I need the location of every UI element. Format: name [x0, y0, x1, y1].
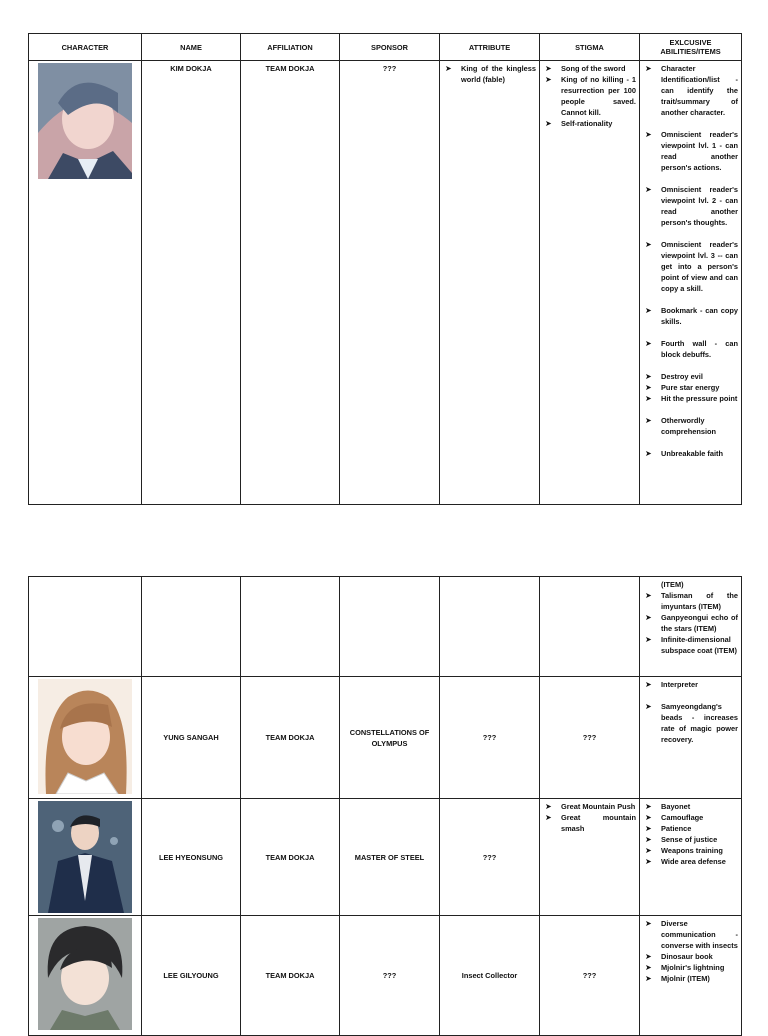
portrait-cell — [29, 916, 142, 1036]
list-item: ➤ Otherwordly comprehension — [645, 416, 717, 436]
empty-cell — [142, 577, 241, 677]
list-item: ➤ Weapons training — [645, 846, 723, 855]
arrowhead-bullet-icon: ➤ — [645, 974, 652, 983]
stigma-cell — [540, 799, 640, 916]
list-item: ➤ Ganpyeongui echo of the stars (ITEM) — [645, 613, 738, 633]
affiliation-cell: TEAM DOKJA — [241, 916, 340, 1036]
portrait-cell — [29, 799, 142, 916]
stigma-cell: ??? — [540, 916, 640, 1036]
sponsor-cell: MASTER OF STEEL — [340, 799, 440, 916]
exclusive-cell — [640, 799, 742, 916]
header-name: NAME — [142, 34, 241, 61]
table-row — [29, 61, 742, 505]
lee-hyeonsung-portrait-image — [38, 801, 132, 913]
table-row — [29, 916, 742, 1036]
arrowhead-bullet-icon: ➤ — [645, 64, 652, 73]
attribute-cell: Insect Collector — [440, 916, 540, 1036]
list-item: ➤ Bookmark - can copy skills. — [645, 306, 738, 326]
name-cell: LEE GILYOUNG — [142, 916, 241, 1036]
list-item: ➤ Talisman of the imyuntars (ITEM) — [645, 591, 738, 611]
arrowhead-bullet-icon: ➤ — [645, 339, 652, 348]
header-attribute: ATTRIBUTE — [440, 34, 540, 61]
arrowhead-bullet-icon: ➤ — [545, 75, 552, 84]
sponsor-cell: ??? — [340, 61, 440, 505]
list-item: ➤ King of no killing - 1 resurrection per 100 people saved. Cannot kill. — [545, 75, 636, 117]
arrowhead-bullet-icon: ➤ — [645, 680, 652, 689]
list-item: ➤ Pure star energy — [645, 383, 720, 392]
arrowhead-bullet-icon: ➤ — [645, 813, 652, 822]
attribute-cell: ??? — [440, 677, 540, 799]
list-item: ➤ Great mountain smash — [545, 813, 636, 833]
arrowhead-bullet-icon: ➤ — [645, 591, 652, 600]
empty-cell — [241, 577, 340, 677]
arrowhead-bullet-icon: ➤ — [645, 185, 652, 194]
table-row — [29, 799, 742, 916]
sponsor-cell: CONSTELLATIONS OF OLYMPUS — [340, 677, 440, 799]
arrowhead-bullet-icon: ➤ — [545, 813, 552, 822]
exclusive-cell — [640, 677, 742, 799]
character-table-1 — [28, 33, 742, 505]
stigma-cell: ??? — [540, 677, 640, 799]
header-row — [29, 34, 742, 61]
list-item: ➤ Camouflage — [645, 813, 704, 822]
list-item: ➤ Diverse communication - converse with insects — [645, 919, 738, 950]
arrowhead-bullet-icon: ➤ — [645, 383, 652, 392]
arrowhead-bullet-icon: ➤ — [645, 963, 652, 972]
list-item: ➤ Hit the pressure point — [645, 394, 738, 403]
stigma-cell — [540, 61, 640, 505]
list-item: ➤ Infinite-dimensional subspace coat (ITEM) — [645, 635, 737, 655]
arrowhead-bullet-icon: ➤ — [645, 919, 652, 928]
list-item: ➤ King of the kingless world (fable) — [445, 64, 536, 84]
list-item: ➤ Omniscient reader's viewpoint lvl. 3 -- can get into a person's point of view and can copy a skill. — [645, 240, 738, 293]
empty-cell — [29, 577, 142, 677]
header-sponsor: SPONSOR — [340, 34, 440, 61]
list-item: ➤ Omniscient reader's viewpoint lvl. 2 - can read another person's thoughts. — [645, 185, 738, 227]
arrowhead-bullet-icon: ➤ — [645, 635, 652, 644]
continuation-lead: (ITEM) — [661, 580, 684, 589]
arrowhead-bullet-icon: ➤ — [645, 802, 652, 811]
arrowhead-bullet-icon: ➤ — [645, 449, 652, 458]
list-item: ➤ Unbreakable faith — [645, 449, 724, 458]
list-item: ➤ Self-rationality — [545, 119, 613, 128]
exclusive-cell — [640, 61, 742, 505]
arrowhead-bullet-icon: ➤ — [545, 119, 552, 128]
list-item: ➤ Song of the sword — [545, 64, 626, 73]
list-item: ➤ Character Identification/list - can identify the trait/summary of another character. — [645, 64, 738, 117]
list-item: ➤ Destroy evil — [645, 372, 703, 381]
arrowhead-bullet-icon: ➤ — [645, 306, 652, 315]
portrait-cell — [29, 61, 142, 505]
list-item: ➤ Mjolnir's lightning — [645, 963, 725, 972]
exclusive-cell — [640, 916, 742, 1036]
portrait-cell — [29, 677, 142, 799]
arrowhead-bullet-icon: ➤ — [645, 824, 652, 833]
arrowhead-bullet-icon: ➤ — [545, 64, 552, 73]
header-affiliation: AFFILIATION — [241, 34, 340, 61]
list-item: ➤ Wide area defense — [645, 857, 726, 866]
name-cell: YUNG SANGAH — [142, 677, 241, 799]
list-item: ➤ Interpreter — [645, 680, 698, 689]
yung-sangah-portrait-image — [38, 679, 132, 794]
list-item: ➤ Omniscient reader's viewpoint lvl. 1 - can read another person's actions. — [645, 130, 738, 172]
list-item: ➤ Sense of justice — [645, 835, 718, 844]
empty-cell — [540, 577, 640, 677]
arrowhead-bullet-icon: ➤ — [645, 835, 652, 844]
character-table-2 — [28, 576, 742, 1036]
name-cell: KIM DOKJA — [142, 61, 241, 505]
arrowhead-bullet-icon: ➤ — [645, 702, 652, 711]
header-character: CHARACTER — [29, 34, 142, 61]
list-item: ➤ Samyeongdang's beads - increases rate of magic power recovery. — [645, 702, 738, 744]
list-item: ➤ Great Mountain Push — [545, 802, 636, 811]
list-item: ➤ Patience — [645, 824, 692, 833]
exclusive-cell — [640, 577, 742, 677]
list-item: ➤ Dinosaur book — [645, 952, 713, 961]
attribute-cell: ??? — [440, 799, 540, 916]
arrowhead-bullet-icon: ➤ — [645, 846, 652, 855]
table-row — [29, 677, 742, 799]
list-item: ➤ Bayonet — [645, 802, 691, 811]
arrowhead-bullet-icon: ➤ — [645, 394, 652, 403]
arrowhead-bullet-icon: ➤ — [545, 802, 552, 811]
header-exclusive: EXLCUSIVE ABILITIES/ITEMS — [640, 34, 742, 61]
sponsor-cell: ??? — [340, 916, 440, 1036]
affiliation-cell: TEAM DOKJA — [241, 677, 340, 799]
arrowhead-bullet-icon: ➤ — [645, 130, 652, 139]
arrowhead-bullet-icon: ➤ — [645, 372, 652, 381]
affiliation-cell: TEAM DOKJA — [241, 61, 340, 505]
arrowhead-bullet-icon: ➤ — [645, 613, 652, 622]
arrowhead-bullet-icon: ➤ — [645, 857, 652, 866]
empty-cell — [440, 577, 540, 677]
header-stigma: STIGMA — [540, 34, 640, 61]
table-row — [29, 577, 742, 677]
name-cell: LEE HYEONSUNG — [142, 799, 241, 916]
lee-gilyoung-portrait-image — [38, 918, 132, 1030]
arrowhead-bullet-icon: ➤ — [645, 952, 652, 961]
arrowhead-bullet-icon: ➤ — [645, 240, 652, 249]
list-item: ➤ Mjolnir (ITEM) — [645, 974, 710, 983]
arrowhead-bullet-icon: ➤ — [445, 64, 452, 73]
kim-dokja-portrait-image — [38, 63, 132, 179]
empty-cell — [340, 577, 440, 677]
affiliation-cell: TEAM DOKJA — [241, 799, 340, 916]
attribute-cell — [440, 61, 540, 505]
arrowhead-bullet-icon: ➤ — [645, 416, 652, 425]
list-item: ➤ Fourth wall - can block debuffs. — [645, 339, 738, 359]
